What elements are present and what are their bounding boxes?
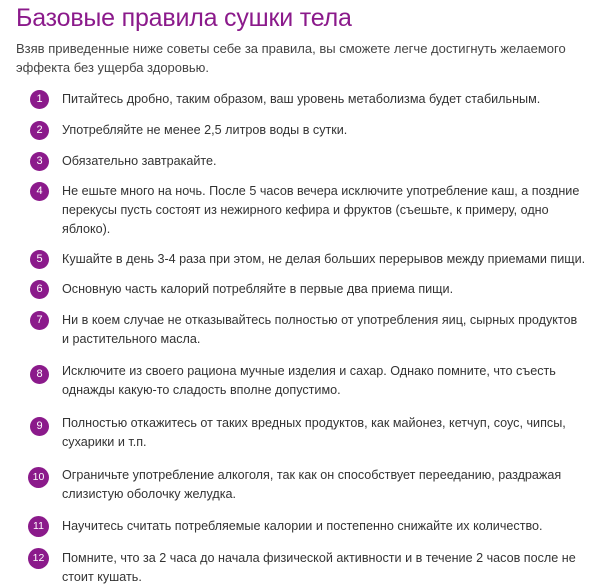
rule-number-badge: 1	[30, 90, 49, 109]
rule-item	[16, 182, 586, 239]
rule-item	[16, 121, 586, 140]
page-title: Базовые правила сушки тела	[16, 4, 352, 32]
rule-text: Помните, что за 2 часа до начала физической активности и в течение 2 часов после не стоит кушать.	[62, 551, 576, 584]
rule-number-badge: 12	[28, 548, 49, 569]
rule-item	[16, 152, 586, 171]
rule-text: Ни в коем случае не отказывайтесь полностью от употребления яиц, сырных продуктов и растительного масла.	[62, 313, 578, 346]
rule-number-badge: 11	[28, 516, 49, 537]
rule-text: Полностью откажитесь от таких вредных продуктов, как майонез, кетчуп, соус, чипсы, сухарики и т.п.	[62, 416, 566, 449]
rule-number-badge: 4	[30, 182, 49, 201]
rule-number-badge: 8	[30, 365, 49, 384]
rule-number-badge: 6	[30, 280, 49, 299]
rule-item	[16, 466, 586, 504]
rule-item	[16, 517, 586, 536]
rule-number-badge: 2	[30, 121, 49, 140]
rule-number-badge: 7	[30, 311, 49, 330]
rule-text: Употребляйте не менее 2,5 литров воды в сутки.	[62, 123, 348, 137]
rule-text: Обязательно завтракайте.	[62, 154, 217, 168]
rule-text: Научитесь считать потребляемые калории и постепенно снижайте их количество.	[62, 519, 543, 533]
rule-text: Не ешьте много на ночь. После 5 часов вечера исключите употребление каш, а поздние перекусы пусть состоят из нежирного кефира и фруктов (съешьте, к примеру, одно яблоко).	[62, 184, 580, 236]
rule-number-badge: 3	[30, 152, 49, 171]
rule-number-badge: 9	[30, 417, 49, 436]
rule-item	[16, 280, 586, 299]
rule-text: Исключите из своего рациона мучные изделия и сахар. Однако помните, что съесть однажды какую-то сладость вполне допустимо.	[62, 364, 556, 397]
rules-list	[16, 90, 586, 587]
rule-item	[16, 362, 586, 400]
rule-item	[16, 414, 586, 452]
rule-item	[16, 549, 586, 587]
rule-item	[16, 311, 586, 349]
intro-paragraph: Взяв приведенные ниже советы себе за правила, вы сможете легче достигнуть желаемого эффекта без ущерба здоровью.	[16, 41, 566, 75]
rule-text: Кушайте в день 3-4 раза при этом, не делая больших перерывов между приемами пищи.	[62, 252, 586, 266]
rule-text: Основную часть калорий потребляйте в первые два приема пищи.	[62, 282, 454, 296]
rule-item	[16, 90, 586, 109]
rule-number-badge: 10	[28, 467, 49, 488]
rule-text: Питайтесь дробно, таким образом, ваш уровень метаболизма будет стабильным.	[62, 92, 541, 106]
rule-item	[16, 250, 586, 269]
rule-text: Ограничьте употребление алкоголя, так как он способствует перееданию, раздражая слизистую оболочку желудка.	[62, 468, 562, 501]
rule-number-badge: 5	[30, 250, 49, 269]
